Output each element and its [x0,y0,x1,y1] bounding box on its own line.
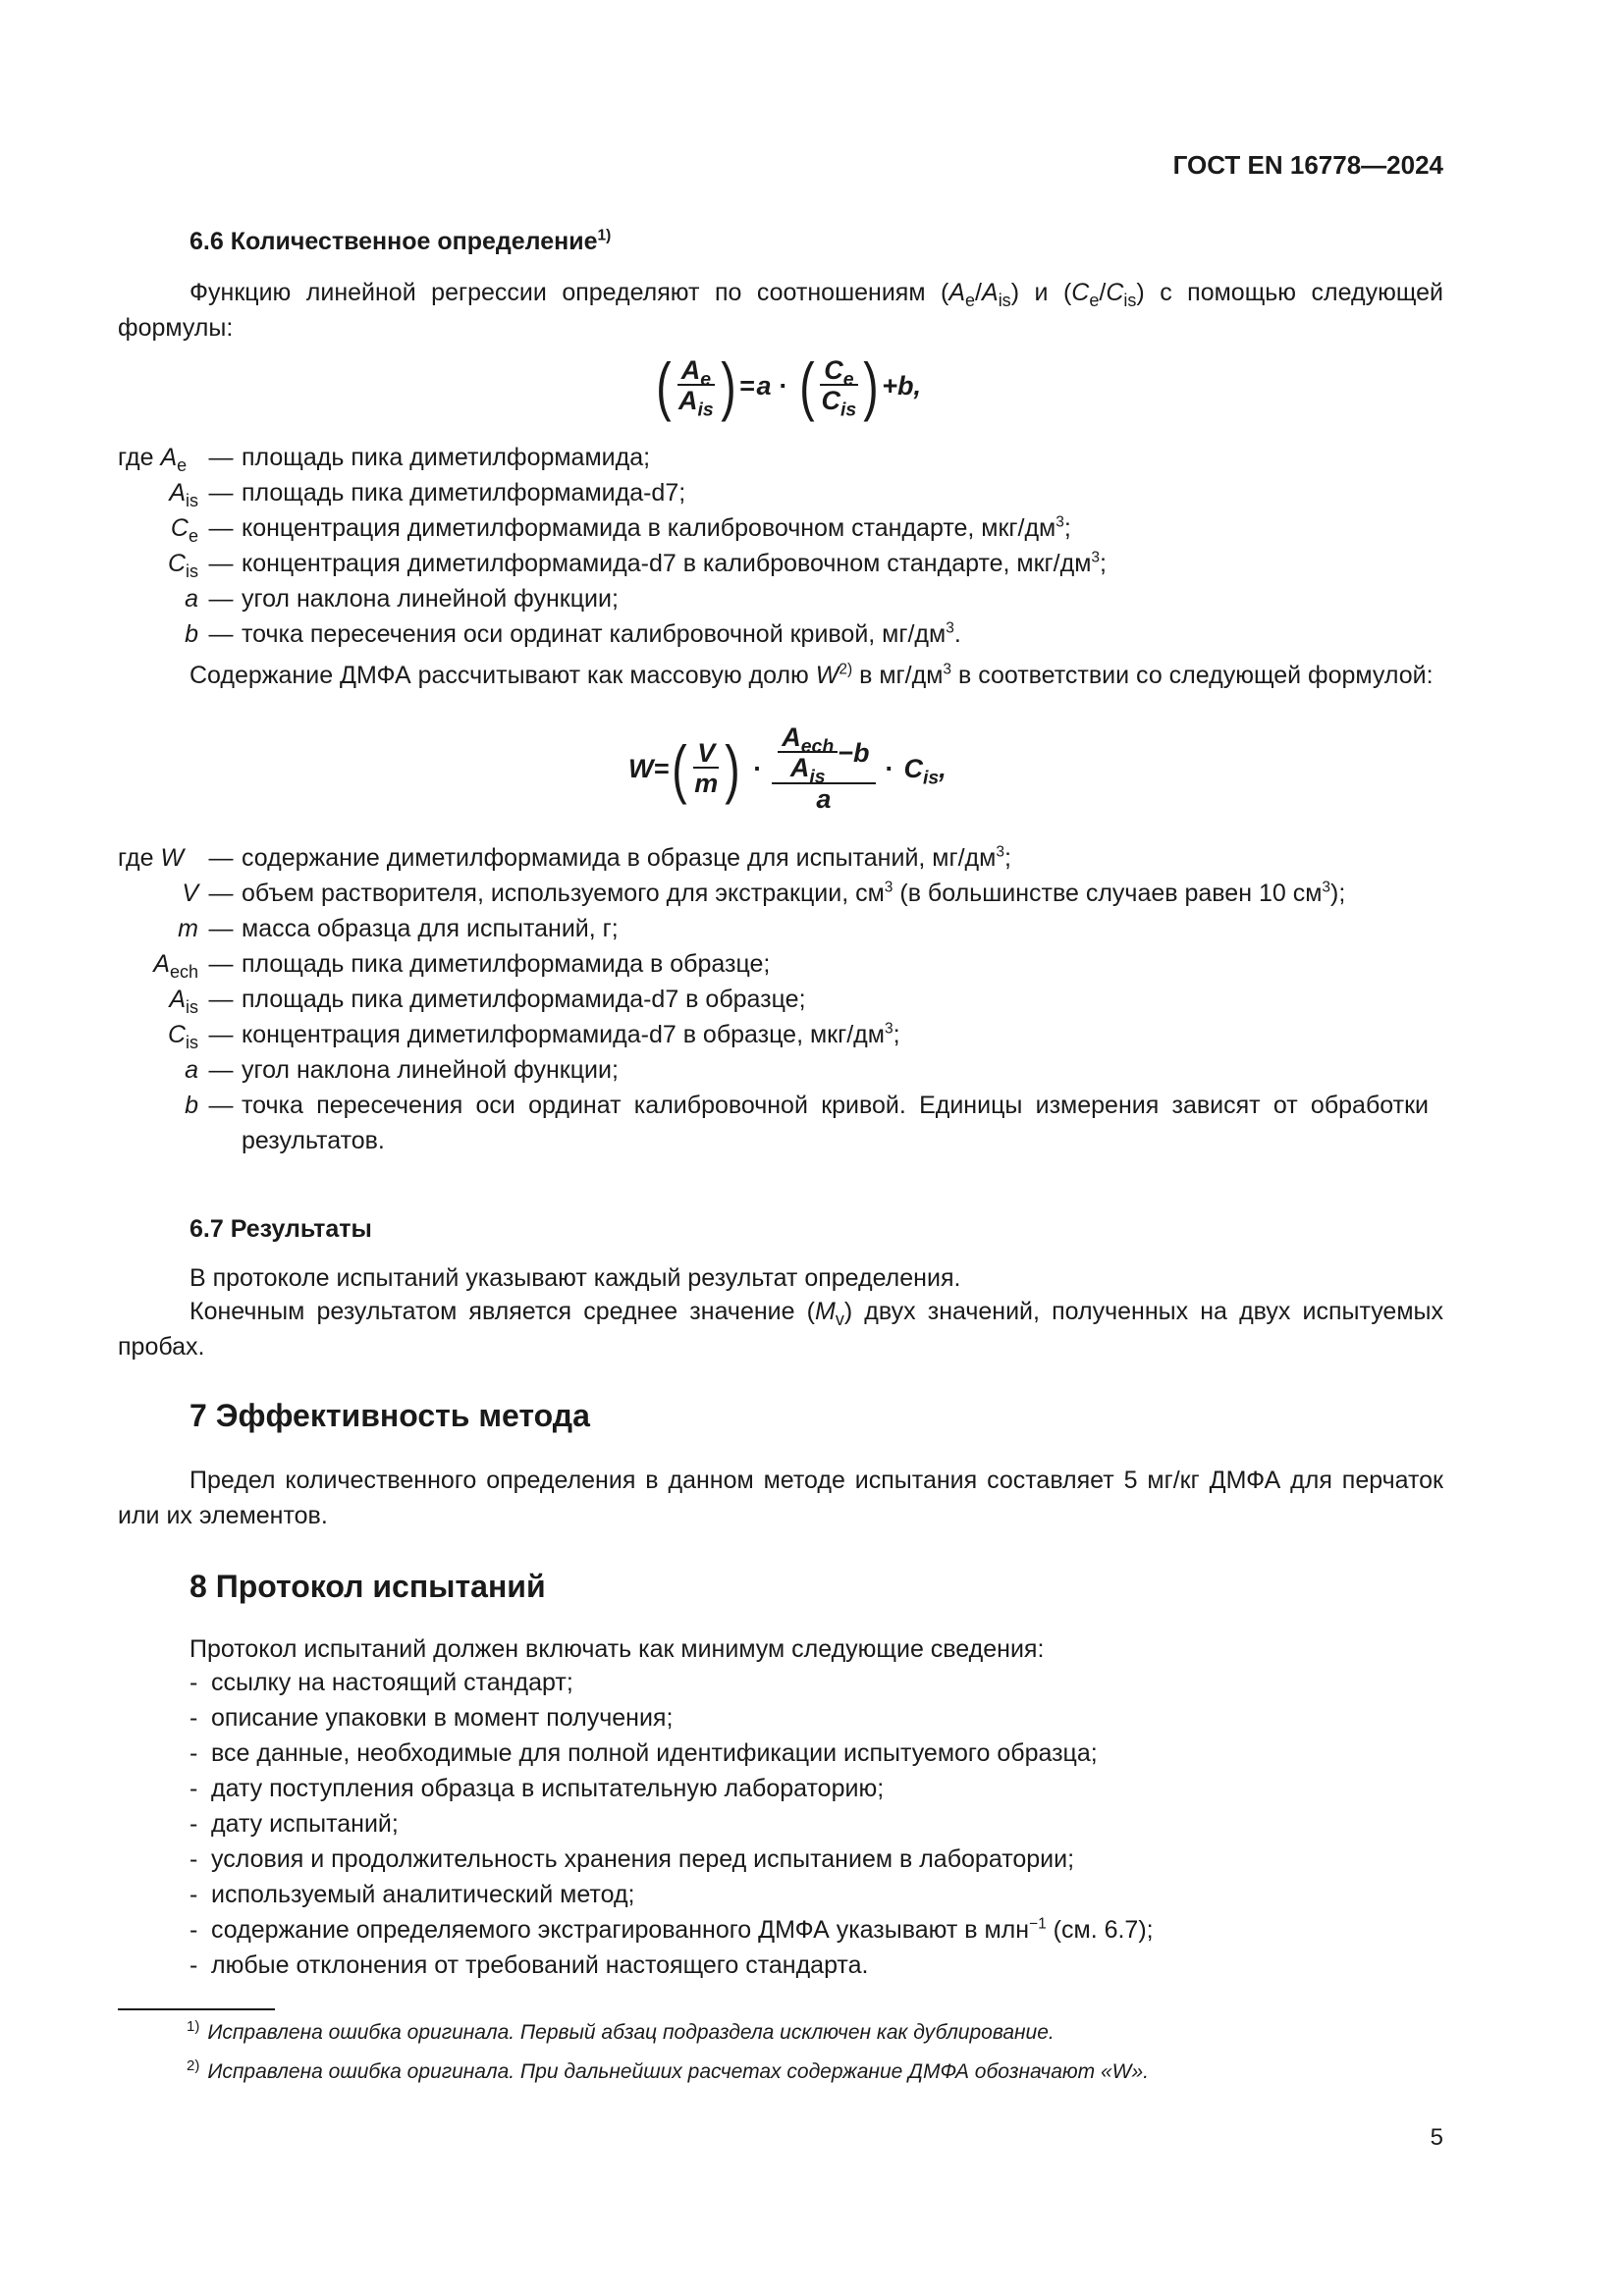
paren-open: ( [656,349,672,422]
dash: — [208,514,234,542]
symbol-w: W [628,754,654,783]
list-item [189,1877,1443,1912]
symbol: C [167,1021,186,1048]
equals: = [653,754,670,783]
paragraph-dmfa-content [118,658,1443,693]
def-symbol [0,1088,206,1123]
comma: , [939,754,947,783]
footnote-text: Исправлена ошибка оригинала. При дальнейших расчетах содержание ДМФА обозначают «W». [207,2060,1150,2083]
def-text: точка пересечения оси ординат калибровочной кривой. Единицы измерения зависят от обработки результатов. [242,1092,1429,1154]
subscript: is [1123,291,1137,310]
def-text: площадь пика диметилформамида-d7 в образце; [242,986,806,1013]
def-text: масса образца для испытаний, г; [242,915,619,942]
def-symbol [0,982,206,1017]
dash: — [208,1092,234,1119]
lead-word: где [118,844,154,872]
list-item [189,1700,1443,1735]
def-symbol [0,911,206,946]
subscript: e [177,455,188,475]
symbol: b [185,620,198,648]
def-row [0,1017,1624,1052]
fraction-v-m [690,739,722,798]
section-6-7-heading: 6.7 Результаты [189,1215,372,1243]
dash: — [208,444,234,471]
paren-open: ( [672,732,687,805]
item-text: ссылку на настоящий стандарт; [211,1669,573,1696]
def-row [0,840,1624,876]
fraction-aech-ais [778,722,838,788]
footnote-mark: 1) [187,2018,200,2035]
symbol: A [153,950,170,978]
symbol: a [185,1056,198,1084]
subscript: is [186,997,198,1017]
paragraph-method-efficiency: Предел количественного определения в данном методе испытания составляет 5 мг/кг ДМФА для перчаток или их элементов. [118,1467,1443,1529]
minus-b: −b [838,738,870,768]
subscript: e [1089,291,1100,310]
dash: — [208,950,234,978]
item-text [211,1912,1154,1948]
def-symbol [0,1052,206,1088]
def-row [0,876,1624,911]
subscript: is [998,291,1011,310]
dash: — [208,880,234,907]
formula-w [628,724,947,813]
def-row [0,982,1624,1017]
section-6-6-heading [189,224,611,259]
def-row [0,546,1624,581]
text: содержание определяемого экстрагированного ДМФА указывают в млн [211,1916,1030,1944]
superscript: 3 [1322,879,1331,896]
item-text: дату поступления образца в испытательную лабораторию; [211,1775,885,1802]
symbol: C [1106,279,1124,306]
text: концентрация диметилформамида в калибровочном стандарте, мкг/дм [242,514,1056,542]
bullet: - [189,1810,198,1838]
text: ) с помощью следующей формулы: [118,279,1443,342]
def-symbol [0,581,206,616]
bullet: - [189,1881,198,1908]
standard-id: ГОСТ EN 16778—2024 [1172,150,1443,180]
def-text: площадь пика диметилформамида-d7; [242,479,686,507]
def-row [0,616,1624,652]
def-symbol [0,546,206,581]
text: Функцию линейной регрессии определяют по соотношениям ( [189,279,949,306]
text: ) и ( [1010,279,1072,306]
dash: — [208,986,234,1013]
footnote-ref[interactable]: 1) [597,227,612,244]
equals: = [738,371,755,400]
formula-regression [653,348,921,423]
paren-close: ) [721,349,736,422]
superscript: 3 [884,1020,893,1038]
text: в соответствии со следующей формулой: [957,662,1434,689]
subscript: is [186,1033,198,1052]
subscript: e [965,291,976,310]
symbol: C [1071,279,1090,306]
numerator: $C_e$ [820,356,857,386]
section-8-heading: 8 Протокол испытаний [189,1569,546,1604]
symbol: V [182,880,198,907]
item-text: условия и продолжительность хранения перед испытанием в лаборатории; [211,1845,1075,1873]
item-text: все данные, необходимые для полной идентификации испытуемого образца; [211,1739,1098,1767]
def-row [0,1088,1624,1158]
bullet: - [189,1669,198,1696]
symbol-a: a [756,371,772,400]
symbol: C [170,514,189,542]
paragraph-intro: Функцию линейной регрессии определяют по соотношениям $(A_e/A_{is})$ и $(C_e/C_{is})$ с помощью следующей формулы: [118,279,1443,342]
footnote-ref[interactable]: 2) [839,661,853,678]
paren-open: ( [798,349,815,422]
def-text [236,876,1429,911]
symbol: A [982,279,999,306]
bullet: - [189,1775,198,1802]
symbol: a [185,585,198,613]
list-item [189,1806,1443,1842]
dash: — [208,620,234,648]
definitions-list-1 [0,440,1624,652]
def-text [236,510,1429,546]
bullet: - [189,1704,198,1732]
superscript: 3 [1091,549,1101,566]
text: концентрация диметилформамида-d7 в образце, мкг/дм [242,1021,885,1048]
dash: — [208,844,234,872]
def-row [0,475,1624,510]
dash: — [208,479,234,507]
symbol: A [169,986,186,1013]
text: Содержание ДМФА рассчитывают как массовую долю [189,662,809,689]
fraction-main [772,723,875,814]
paragraph-results-2 [118,1294,1443,1364]
def-row [0,911,1624,946]
text: точка пересечения оси ординат калибровочной кривой, мг/дм [242,620,947,648]
paragraph-results-1: В протоколе испытаний указывают каждый результат определения. [189,1264,961,1292]
bullet: - [189,1916,198,1944]
symbol: m [178,915,198,942]
bullet: - [189,1739,198,1767]
page-number: 5 [1430,2124,1443,2151]
footnote-2 [187,2057,1463,2087]
text: ) двух значений, полученных на двух испытуемых пробах. [118,1298,1443,1361]
dot: · [779,371,788,400]
def-symbol [0,876,206,911]
def-text: угол наклона линейной функции; [242,1056,619,1084]
dot: · [753,754,763,783]
list-item [189,1948,1443,1983]
text: ); [1330,880,1346,907]
text: ; [1100,550,1107,577]
text: ; [1063,514,1071,542]
denominator: $A_{is}$ [789,753,826,788]
denominator: a [816,784,832,814]
superscript: 3 [943,661,952,678]
symbol: b [185,1092,198,1119]
text: . [953,620,961,648]
text: концентрация диметилформамида-d7 в калибровочном стандарте, мкг/дм [242,550,1092,577]
list-item [189,1735,1443,1771]
def-text [236,1017,1429,1052]
list-item [189,1842,1443,1877]
subscript: is [186,491,198,510]
lead-word: где [118,444,154,471]
item-text: описание упаковки в момент получения; [211,1704,674,1732]
text: (в большинстве случаев равен 10 см [893,880,1323,907]
denominator: $A_{is}$ [677,386,714,421]
def-symbol [0,440,206,475]
item-text: дату испытаний; [211,1810,399,1838]
text: (см. 6.7); [1046,1916,1154,1944]
text: в мг/дм [859,662,944,689]
subscript: ech [169,962,198,982]
text: объем растворителя, используемого для экстракции, см [242,880,885,907]
section-7-heading: 7 Эффективность метода [189,1398,590,1433]
item-text: любые отклонения от требований настоящего стандарта. [211,1951,869,1979]
denominator: m [694,769,719,798]
numerator [772,722,875,788]
fraction-ce-cis [817,355,860,421]
def-text [236,616,1429,652]
bullet: - [189,1845,198,1873]
def-symbol [0,946,206,982]
def-row [0,581,1624,616]
dash: — [208,915,234,942]
paragraph-report-intro: Протокол испытаний должен включать как минимум следующие сведения: [189,1635,1045,1663]
symbol: A [948,279,966,306]
dash: — [208,1021,234,1048]
text: ; [893,1021,900,1048]
numerator: $A_e$ [677,356,715,386]
def-symbol [0,840,206,876]
dot: · [885,754,894,783]
paren-close: ) [863,349,879,422]
def-symbol [0,616,206,652]
text: ; [1003,844,1011,872]
def-text [236,546,1429,581]
paren-close: ) [725,732,740,805]
superscript: 3 [884,879,893,896]
footnote-1 [187,2018,1463,2048]
numerator: V [693,739,719,769]
text: содержание диметилформамида в образце для испытаний, мг/дм [242,844,997,872]
symbol: W [815,662,839,689]
def-row [0,440,1624,475]
subscript: v [835,1309,844,1329]
def-symbol [0,510,206,546]
numerator: $A_{ech}$ [778,723,838,753]
list-item [189,1771,1443,1806]
superscript: −1 [1029,1915,1047,1933]
def-text: площадь пика диметилформамида; [242,444,651,471]
report-requirements-list [189,1665,1443,1983]
def-text: площадь пика диметилформамида в образце; [242,950,771,978]
dash: — [208,585,234,613]
heading-text: 6.6 Количественное определение [189,228,598,255]
symbol: A [160,444,178,471]
fraction-ae-ais [675,355,718,421]
dash: — [208,550,234,577]
symbol-cis: $C_{is}$ [903,754,940,789]
def-text [236,840,1429,876]
def-row [0,510,1624,546]
def-row [0,946,1624,982]
symbol: C [167,550,186,577]
bullet: - [189,1951,198,1979]
subscript: is [186,561,198,581]
list-item [189,1912,1443,1948]
symbol: W [160,844,185,872]
def-text: угол наклона линейной функции; [242,585,619,613]
superscript: 3 [1056,513,1064,531]
text: Конечным результатом является среднее значение ( [189,1298,815,1325]
def-symbol [0,475,206,510]
subscript: e [188,526,198,546]
def-symbol [0,1017,206,1052]
definitions-list-2 [0,840,1624,1158]
list-item [189,1665,1443,1700]
denominator: $C_{is}$ [821,386,857,421]
def-row [0,1052,1624,1088]
footnote-separator [118,2008,275,2010]
symbol: M [815,1298,836,1325]
symbol: A [169,479,186,507]
footnote-mark: 2) [187,2057,200,2074]
superscript: 3 [996,843,1004,861]
dash: — [208,1056,234,1084]
item-text: используемый аналитический метод; [211,1881,635,1908]
plus-b: +b, [882,371,921,400]
footnote-text: Исправлена ошибка оригинала. Первый абзац подраздела исключен как дублирование. [207,2021,1055,2044]
superscript: 3 [946,619,954,637]
